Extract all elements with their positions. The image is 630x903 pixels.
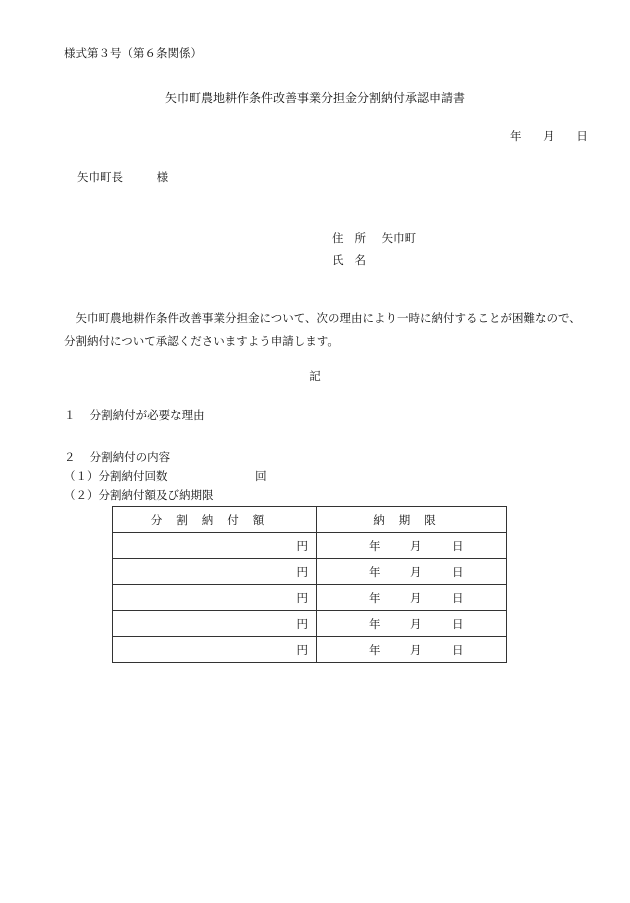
table-row	[113, 585, 507, 611]
header-amount	[113, 507, 317, 533]
due-month: 月	[410, 564, 422, 579]
form-number: 様式第３号（第６条関係）	[64, 46, 202, 60]
applicant-block	[332, 231, 416, 275]
application-body-text: 矢巾町農地耕作条件改善事業分担金について、次の理由により一時に納付することが困難なので、分割納付について承認くださいますよう申請します。	[64, 311, 581, 348]
due-year: 年	[369, 642, 381, 657]
header-due	[317, 507, 507, 533]
date-day-label: 日	[576, 129, 588, 143]
due-date-cell[interactable]	[317, 559, 507, 585]
installment-count-unit[interactable]: 回	[255, 469, 267, 483]
due-year: 年	[369, 616, 381, 631]
section-reason-number: １	[64, 408, 76, 422]
date-year-label: 年	[510, 129, 522, 143]
amount-cell[interactable]: 円	[113, 611, 317, 637]
section-content	[64, 452, 170, 464]
document-title: 矢巾町農地耕作条件改善事業分担金分割納付承認申請書	[164, 91, 465, 105]
table-row	[113, 533, 507, 559]
section-content-number: ２	[64, 450, 76, 464]
due-month: 月	[410, 538, 422, 553]
section-reason	[64, 410, 205, 422]
due-month: 月	[410, 590, 422, 605]
installment-schedule-label: （２）分割納付額及び納期限	[64, 488, 214, 502]
due-date-cell[interactable]	[317, 585, 507, 611]
application-date	[510, 131, 588, 143]
amount-cell[interactable]: 円	[113, 533, 317, 559]
name-label: 氏名	[332, 253, 377, 267]
section-reason-label: 分割納付が必要な理由	[89, 408, 205, 422]
due-month: 月	[410, 642, 422, 657]
installment-count-label: （１）分割納付回数	[64, 469, 168, 483]
header-due-label: 納期限	[373, 512, 450, 527]
applicant-address-row	[332, 231, 416, 253]
due-day: 日	[452, 616, 464, 631]
applicant-name-row	[332, 253, 416, 275]
due-date-cell[interactable]	[317, 533, 507, 559]
amount-cell[interactable]: 円	[113, 637, 317, 663]
due-day: 日	[452, 590, 464, 605]
due-day: 日	[452, 538, 464, 553]
due-year: 年	[369, 590, 381, 605]
ki-heading: 記	[309, 369, 321, 383]
address-value[interactable]: 矢巾町	[381, 231, 417, 245]
date-month-label: 月	[543, 129, 555, 143]
due-date-cell[interactable]	[317, 611, 507, 637]
table-row	[113, 559, 507, 585]
table-header-row	[113, 507, 507, 533]
header-amount-label: 分割納付額	[150, 512, 279, 527]
amount-cell[interactable]: 円	[113, 585, 317, 611]
addressee-honorific: 様	[156, 170, 169, 184]
due-date-cell[interactable]	[317, 637, 507, 663]
installment-count-row	[64, 471, 267, 483]
section-content-label: 分割納付の内容	[89, 450, 171, 464]
due-day: 日	[452, 564, 464, 579]
addressee-mayor: 矢巾町長	[77, 170, 123, 184]
table-row	[113, 611, 507, 637]
table-row	[113, 637, 507, 663]
installment-schedule-table	[112, 506, 507, 663]
addressee	[77, 172, 168, 184]
address-label: 住所	[332, 231, 377, 245]
due-year: 年	[369, 538, 381, 553]
due-month: 月	[410, 616, 422, 631]
amount-cell[interactable]: 円	[113, 559, 317, 585]
due-year: 年	[369, 564, 381, 579]
due-day: 日	[452, 642, 464, 657]
